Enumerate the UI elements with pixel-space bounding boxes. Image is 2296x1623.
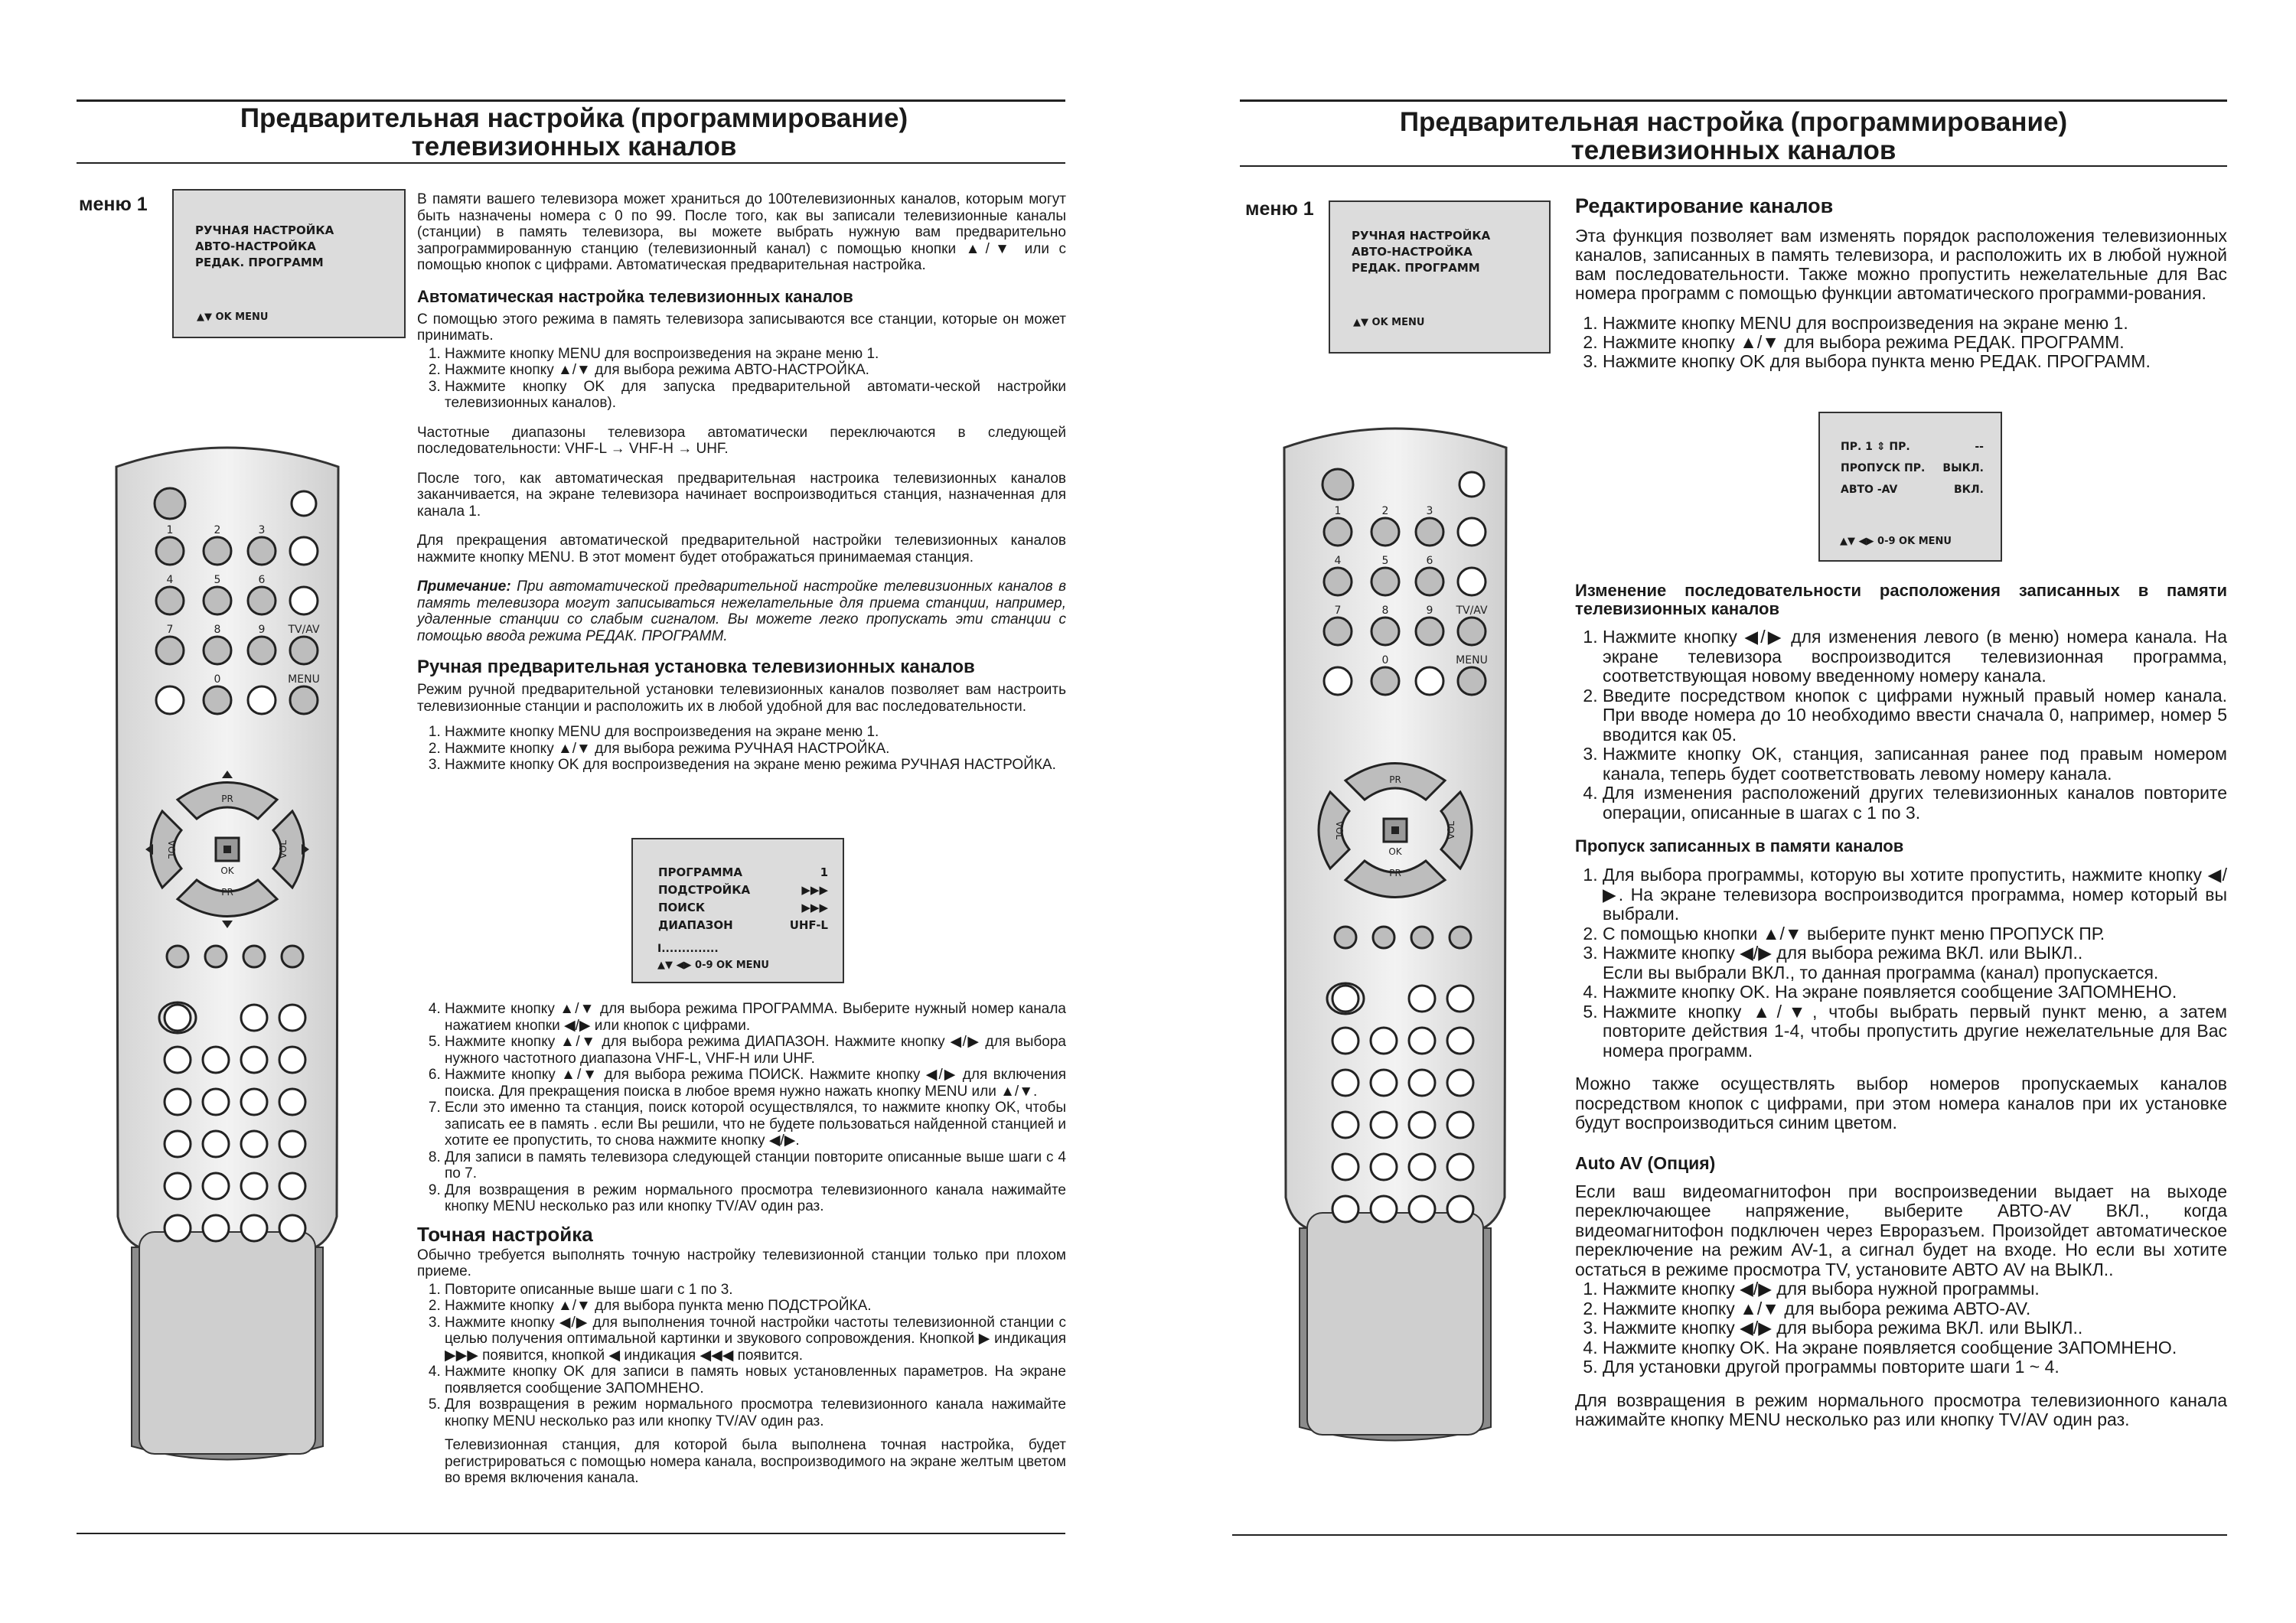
- menu-line: РУЧНАЯ НАСТРОЙКА: [1352, 229, 1491, 243]
- right-text-top: [1575, 193, 2227, 371]
- list-item: 4. Для изменения расположений других телевизионных каналов повторите операции, описанные в шагах с 1 по 3.: [1603, 784, 2227, 823]
- edit-text: Эта функция позволяет вам изменять порядок расположения телевизионных каналов, записанных в память телевизора, и расположить их в любой нужной вам последовательности. Также можно пропустить нежелательные для Вас номера программ с помощью функции автоматического программи-рования.: [1575, 226, 2227, 303]
- edit-title: Редактирование каналов: [1575, 194, 1834, 217]
- key-label: MENU: [288, 673, 320, 686]
- screen-nav: ▲▼ ◀▶ 0-9 OK MENU: [657, 960, 769, 971]
- auto-text: С помощью этого режима в память телевизора записываются все станции, которые он может принимать.: [417, 311, 1066, 344]
- screen-row: [657, 917, 829, 934]
- av-steps: [1575, 1279, 2227, 1377]
- manual-screen-table: [657, 864, 829, 934]
- list-item: 2. Введите посредством кнопок с цифрами нужный правый номер канала. При вводе номера до 10 необходимо ввести сначала 0, например, номер 5 вводится как 05.: [1603, 686, 2227, 745]
- menu-line: АВТО-НАСТРОЙКА: [195, 240, 316, 253]
- screen-row: [657, 899, 829, 917]
- menu-line: РЕДАК. ПРОГРАММ: [1352, 261, 1480, 275]
- manual-steps-2: [417, 1001, 1066, 1215]
- key-label: 7: [1334, 605, 1342, 617]
- key-label: 5: [1381, 555, 1389, 567]
- fine-title: Точная настройка: [417, 1222, 593, 1246]
- edit-screen-table: [1840, 436, 1985, 500]
- menu-lines: [1352, 228, 1490, 276]
- screen-row: [1840, 436, 1985, 458]
- menu-label: меню 1: [79, 194, 148, 215]
- menu-line: РУЧНАЯ НАСТРОЙКА: [195, 223, 334, 237]
- screen-cell: ПРОГРАММА: [658, 865, 742, 879]
- stop-text: Для прекращения автоматической предварительной настройки телевизионных каналов нажмите кнопку MENU. В этот момент будет отображаться принимаемая станция.: [417, 533, 1066, 565]
- key-label: 6: [1426, 555, 1433, 567]
- skip-steps: [1575, 865, 2227, 1061]
- pr-label: PR: [1389, 868, 1401, 878]
- screen-cell: ВКЛ.: [1953, 484, 1984, 496]
- key-label: 5: [214, 574, 221, 586]
- list-item: 5. Нажмите кнопку ▲/▼, чтобы выбрать первый пункт меню, а затем повторите действия 1-4, чтобы пропустить другие нежелательные для Вас номера программ.: [1603, 1002, 2227, 1061]
- remote-control-left: [101, 436, 354, 1488]
- key-label: 6: [258, 574, 266, 586]
- list-item: 6. Нажмите кнопку ▲/▼ для выбора режима ПОИСК. Нажмите кнопку ◀/▶ для включения поиска. Для прекращения поиска в любое время нужно нажать кнопку MENU или ▲/▼.: [445, 1067, 1066, 1100]
- top-rule: [77, 99, 1065, 102]
- list-item: 2. Нажмите кнопку ▲/▼ для выбора пункта меню ПОДСТРОЙКА.: [445, 1298, 1066, 1315]
- list-item: 1. Нажмите кнопку MENU для воспроизведения на экране меню 1.: [445, 346, 1066, 363]
- title-line-1: Предварительная настройка (программирование): [240, 103, 908, 133]
- list-item: 4. Нажмите кнопку OK. На экране появляется сообщение ЗАПОМНЕНО.: [1603, 983, 2227, 1002]
- list-item: [1603, 943, 2227, 983]
- list-item: 4. Нажмите кнопку OK для записи в память новых установленных параметров. На экране появляется сообщение ЗАПОМНЕНО.: [445, 1364, 1066, 1396]
- left-text-top: [417, 191, 1066, 787]
- title-line-2: телевизионных каналов: [411, 132, 737, 161]
- screen-cell: ПР. 1 ⇕ ПР.: [1841, 441, 1910, 453]
- fine-text: Обычно требуется выполнять точную настройку телевизионной станции только при плохом приеме.: [417, 1247, 1066, 1279]
- menu-line: РЕДАК. ПРОГРАММ: [195, 256, 324, 269]
- pr-label: PR: [1389, 774, 1401, 785]
- menu-nav: ▲▼ OK MENU: [197, 311, 269, 323]
- note-label: Примечание:: [417, 578, 511, 595]
- key-label: 8: [214, 624, 221, 636]
- order-title: Изменение последовательности расположения записанных в памяти телевизионных каналов: [1575, 581, 2227, 618]
- screen-cell: ▶▶▶: [801, 883, 828, 897]
- list-item: 2. С помощью кнопки ▲/▼ выберите пункт меню ПРОПУСК ПР.: [1603, 924, 2227, 944]
- manual-steps: [417, 724, 1066, 774]
- list-item: 1. Для выбора программы, которую вы хотите пропустить, нажмите кнопку ◀/▶. На экране телевизора воспроизводится программа, номер который вы выбрали.: [1603, 865, 2227, 924]
- key-label: 3: [1426, 505, 1433, 517]
- key-label: 8: [1381, 605, 1389, 617]
- edit-steps: [1575, 314, 2227, 371]
- menu1-screen: [1329, 200, 1551, 354]
- list-item: 1. Нажмите кнопку ◀/▶ для выбора нужной программы.: [1603, 1279, 2227, 1299]
- after-text: После того, как автоматическая предварительная настроика телевизионных каналов заканчивается, на экране телевизора начинает воспроизводиться станция, назначенная для канала 1.: [417, 470, 1066, 520]
- bottom-rule: [1232, 1534, 2227, 1536]
- list-item: 1. Нажмите кнопку MENU для воспроизведения на экране меню 1.: [1603, 314, 2227, 333]
- screen-cell: ПОДСТРОЙКА: [658, 883, 751, 897]
- screen-row: [657, 864, 829, 882]
- title-rule: [77, 162, 1065, 164]
- list-item: 8. Для записи в память телевизора следующей станции повторите описанные выше шаги с 4 по 7.: [445, 1149, 1066, 1182]
- screen-cell: ПРОПУСК ПР.: [1841, 462, 1926, 474]
- note-text: При автоматической предварительной настройке телевизионных каналов в память телевизора могут записываться нежелательные для приема станции, например, удаленные станции со слабым сигналом. Вы можете легко пропускать эти станции с помощью ввода режима РЕДАК. ПРОГРАММ.: [417, 578, 1067, 644]
- key-label: 9: [258, 624, 266, 636]
- title-line-1: Предварительная настройка (программирование): [1399, 107, 2068, 137]
- skip-step-3: Нажмите кнопку ◀/▶ для выбора режима ВКЛ. или ВЫКЛ..: [1603, 943, 2083, 963]
- list-item: 1. Нажмите кнопку MENU для воспроизведения на экране меню 1.: [445, 724, 1066, 741]
- remote-control-right: [1269, 417, 1521, 1469]
- key-label: 0: [214, 673, 221, 686]
- key-label: TV/AV: [288, 624, 320, 636]
- list-item: 1. Повторите описанные выше шаги с 1 по 3.: [445, 1282, 1066, 1299]
- menu-line: АВТО-НАСТРОЙКА: [1352, 245, 1473, 259]
- list-item: 7. Если это именно та станция, поиск которой осуществлялся, то нажмите кнопку OK, чтобы записать ее в память . если Вы решили, что не будете пользоваться найденной станцией и хотите ее пропустить, то снова нажмите кнопку ◀/▶.: [445, 1100, 1066, 1149]
- list-item: 3. Нажмите кнопку ◀/▶ для выбора режима ВКЛ. или ВЫКЛ..: [1603, 1318, 2227, 1338]
- pr-label: PR: [221, 887, 233, 898]
- av-text: Если ваш видеомагнитофон при воспроизведении выдает на выходе переключающее напряжение, выберите АВТО-AV ВКЛ., когда видеомагнитофон подключен через Евроразъем. Произойдет автоматическое переключение на режим AV-1, а сигнал будет на входе. Но если вы хотите остаться в режиме просмотра TV, установите АВТО AV на ВЫКЛ..: [1575, 1181, 2227, 1279]
- intro-paragraph: В памяти вашего телевизора может храниться до 100телевизионных каналов, которым могут быть назначены номера с 0 по 99. После того, как вы записали телевизионные каналы (станции) в память телевизора, вы можете выбрать нужную вам предварительно запрограммированную станцию (телевизионный канал) с помощью кнопки ▲/▼ или с помощью кнопок с цифрами. Автоматическая предварительная настройка.: [417, 191, 1066, 273]
- screen-cell: ДИАПАЗОН: [658, 918, 733, 932]
- title-rule: [1240, 165, 2227, 167]
- list-item: 4. Нажмите кнопку ▲/▼ для выбора режима ПРОГРАММА. Выберите нужный номер канала нажатием кнопки ◀/▶ или кнопок с цифрами.: [445, 1001, 1066, 1034]
- list-item: 3. Нажмите кнопку OK для выбора пункта меню РЕДАК. ПРОГРАММ.: [1603, 352, 2227, 371]
- screen-row: [1840, 479, 1985, 500]
- list-item: 1. Нажмите кнопку ◀/▶ для изменения левого (в меню) номера канала. На экране телевизора воспроизводится телевизионная программа, соответствующая новому введенному номеру канала.: [1603, 627, 2227, 686]
- key-label: 3: [258, 524, 266, 536]
- vol-label: VOL: [278, 839, 289, 859]
- key-label: 9: [1426, 605, 1433, 617]
- left-text-bottom: [417, 1001, 1066, 1500]
- key-label: 2: [214, 524, 221, 536]
- page-title: [1255, 108, 2212, 165]
- list-item: 5. Для установки другой программы повторите шаги 1 ~ 4.: [1603, 1357, 2227, 1377]
- key-label: 4: [1334, 555, 1342, 567]
- right-text-bottom: [1575, 582, 2227, 1443]
- screen-cell: ВЫКЛ.: [1942, 462, 1984, 474]
- fine-steps: [417, 1282, 1066, 1430]
- menu1-screen: [172, 189, 406, 338]
- bottom-rule: [77, 1533, 1065, 1534]
- screen-bar: I..............: [657, 943, 719, 955]
- screen-row: [1840, 458, 1985, 479]
- list-item: 5. Нажмите кнопку ▲/▼ для выбора режима ДИАПАЗОН. Нажмите кнопку ◀/▶ для выбора нужного частотного диапазона VHF-L, VHF-H или UHF.: [445, 1034, 1066, 1067]
- order-steps: [1575, 627, 2227, 823]
- page-title: [107, 104, 1041, 161]
- key-label: 1: [166, 524, 174, 536]
- key-label: TV/AV: [1456, 605, 1488, 617]
- ok-label: OK: [1388, 846, 1402, 857]
- list-item: 9. Для возвращения в режим нормального просмотра телевизионного канала нажимайте кнопку MENU несколько раз или кнопку TV/AV один раз.: [445, 1182, 1066, 1215]
- key-label: 4: [166, 574, 174, 586]
- list-item: 2. Нажмите кнопку ▲/▼ для выбора режима АВТО-НАСТРОЙКА.: [445, 362, 1066, 379]
- list-item: 2. Нажмите кнопку ▲/▼ для выбора режима РЕДАК. ПРОГРАММ.: [1603, 333, 2227, 352]
- av-tail: Для возвращения в режим нормального просмотра телевизионного канала нажимайте кнопку MENU несколько раз или кнопку TV/AV один раз.: [1575, 1390, 2227, 1429]
- vol-label: VOL: [166, 839, 177, 859]
- remote-illustration: [101, 436, 354, 1484]
- top-rule: [1240, 99, 2227, 102]
- key-label: 2: [1381, 505, 1389, 517]
- screen-cell: UHF-L: [789, 918, 828, 932]
- menu-label: меню 1: [1245, 198, 1314, 220]
- screen-row: [657, 882, 829, 899]
- title-line-2: телевизионных каналов: [1570, 135, 1896, 165]
- vol-label: VOL: [1334, 820, 1345, 840]
- pr-label: PR: [221, 794, 233, 804]
- menu-nav: ▲▼ OK MENU: [1353, 317, 1425, 328]
- key-label: 0: [1381, 654, 1389, 666]
- screen-cell: 1: [820, 865, 828, 879]
- auto-steps: [417, 346, 1066, 412]
- note: [417, 578, 1066, 644]
- key-label: 7: [166, 624, 174, 636]
- list-item: 3. Нажмите кнопку ◀/▶ для выполнения точной настройки частоты телевизионной станции с целью получения оптимальной картинки и звукового сопровождения. Кнопкой ▶ индикация ▶▶▶ появится, кнопкой ◀ индикация ◀◀◀ появится.: [445, 1315, 1066, 1364]
- key-label: 1: [1334, 505, 1342, 517]
- skip-tail: Можно также осуществлять выбор номеров пропускаемых каналов посредством кнопок с цифрами, при этом номера каналов при их установке будут воспроизводиться синим цветом.: [1575, 1074, 2227, 1133]
- list-item: 2. Нажмите кнопку ▲/▼ для выбора режима РУЧНАЯ НАСТРОЙКА.: [445, 741, 1066, 758]
- manual-title: Ручная предварительная установка телевизионных каналов: [417, 657, 975, 677]
- list-item: 5. Для возвращения в режим нормального просмотра телевизионного канала нажимайте кнопку MENU несколько раз или кнопку TV/AV один раз.: [445, 1396, 1066, 1429]
- vol-label: VOL: [1446, 820, 1456, 840]
- screen-cell: ПОИСК: [658, 901, 706, 914]
- list-item: 3. Нажмите кнопку OK, станция, записанная ранее под правым номером канала, теперь будет соответствовать левому номеру канала.: [1603, 745, 2227, 784]
- screen-cell: ▶▶▶: [801, 901, 828, 914]
- bands-text: Частотные диапазоны телевизора автоматически переключаются в следующей последовательности: VHF-L → VHF-H → UHF.: [417, 424, 1066, 457]
- list-item: 4. Нажмите кнопку OK. На экране появляется сообщение ЗАПОМНЕНО.: [1603, 1338, 2227, 1358]
- screen-cell: --: [1975, 441, 1984, 453]
- screen-cell: АВТО -AV: [1841, 484, 1898, 496]
- ok-label: OK: [220, 865, 234, 876]
- auto-title: Автоматическая настройка телевизионных каналов: [417, 286, 853, 306]
- fine-tail: Телевизионная станция, для которой была выполнена точная настройка, будет регистрироваться с помощью номера канала, воспроизводимого на экране желтым цветом во время включения канала.: [445, 1437, 1066, 1486]
- manual-text: Режим ручной предварительной установки телевизионных каналов позволяет вам настроить телевизионные станции и расположить их в любой удобной для вас последовательности.: [417, 682, 1066, 715]
- list-item: 3. Нажмите кнопку OK для воспроизведения на экране меню режима РУЧНАЯ НАСТРОЙКА.: [445, 757, 1066, 774]
- skip-title: Пропуск записанных в памяти каналов: [1575, 836, 1904, 855]
- key-label: MENU: [1456, 654, 1488, 666]
- manual-setup-screen: [631, 838, 844, 983]
- list-item: 3. Нажмите кнопку OK для запуска предварительной автомати-ческой настройки телевизионных каналов).: [445, 379, 1066, 412]
- right-page: [1148, 0, 2296, 1623]
- av-title: Auto AV (Опция): [1575, 1152, 1716, 1173]
- screen-nav: ▲▼ ◀▶ 0-9 OK MENU: [1840, 536, 1952, 547]
- edit-programs-screen: [1818, 412, 2002, 562]
- menu-lines: [195, 223, 334, 271]
- skip-extra: Если вы выбрали ВКЛ., то данная программа (канал) пропускается.: [1603, 962, 2159, 983]
- remote-illustration: [1269, 417, 1521, 1465]
- list-item: 2. Нажмите кнопку ▲/▼ для выбора режима АВТО-AV.: [1603, 1299, 2227, 1319]
